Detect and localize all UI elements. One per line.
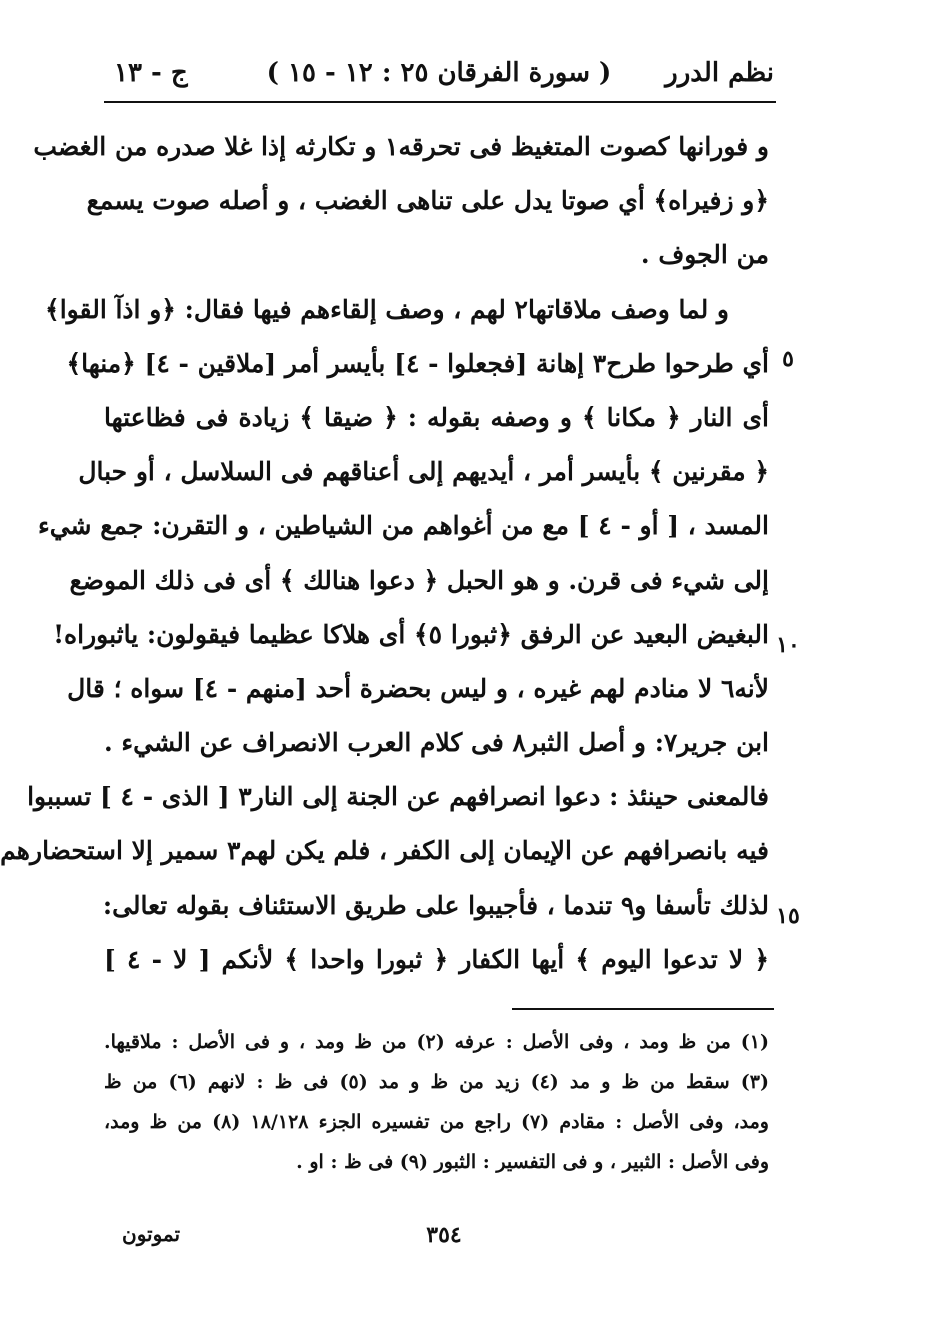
- text-line: و لما وصف ملاقاتها٢ لهم ، وصف إلقاءهم فيها فقال: ﴿و اذآ القوا﴾: [45, 294, 729, 324]
- header-rule: [104, 101, 776, 103]
- text-line: أى النار ﴿ مكانا ﴾ و وصفه بقوله : ﴿ ضيقا ﴾ زيادة فى فظاعتها: [104, 402, 769, 432]
- text-line: ابن جرير٧: و أصل الثبر٨ فى كلام العرب الانصراف عن الشيء .: [103, 728, 769, 758]
- footnote-line: (١) من ظ ومد ، وفى الأصل : عرفه (٢) من ظ ومد ، و فى الأصل : ملاقيها.: [104, 1031, 769, 1053]
- line-number-marker: ١٥: [776, 903, 800, 929]
- book-title: نظم الدرر: [665, 58, 774, 88]
- running-header: [104, 52, 774, 100]
- volume-number: ج - ١٣: [114, 58, 188, 88]
- text-line: المسد ، [ أو - ٤ ] مع من أغواهم من الشياطين ، و التقرن: جمع شيء: [37, 511, 769, 541]
- text-line: فيه بانصرافهم عن الإيمان إلى الكفر ، فلم يكن لهم٣ سمير إلا استحضارهم: [0, 836, 769, 866]
- text-line: إلى شيء فى قرن. و هو الحبل ﴿ دعوا هنالك ﴾ أى فى ذلك الموضع: [69, 565, 769, 595]
- text-line: و فورانها كصوت المتغيظ فى تحرقه١ و تكارثه إذا غلا صدره من الغضب: [33, 132, 769, 161]
- page-number: ٣٥٤: [426, 1222, 462, 1248]
- main-text: [0, 120, 769, 987]
- text-line: البغيض البعيد عن الرفق ﴿ثبورا ٥﴾ أى هلاكا عظيما فيقولون: ياثبوراه!: [53, 619, 769, 649]
- text-line: لأنه٦ لا منادم لهم غيره ، و ليس بحضرة أحد [منهم - ٤] سواه ؛ قال: [67, 673, 769, 703]
- text-line: ﴿و زفيراه﴾ أي صوتا يدل على تناهى الغضب ، و أصله صوت يسمع: [86, 186, 769, 216]
- footnote-line: وفى الأصل : الثبير ، و فى التفسير : الثبور (٩) فى ظ : او .: [296, 1151, 769, 1173]
- text-line: لذلك تأسفا و٩ تندما ، فأجيبوا على طريق الاستئناف بقوله تعالى:: [102, 890, 769, 920]
- line-number-marker: ١٠: [776, 632, 800, 658]
- footnote-separator: [512, 1008, 774, 1010]
- text-line: ﴿ لا تدعوا اليوم ﴾ أيها الكفار ﴿ ثبورا واحدا ﴾ لأنكم [ لا - ٤ ]: [104, 944, 769, 974]
- footnote-line: ومد، وفى الأصل : مقادم (٧) راجع من تفسيره الجزء ١٨/١٢٨ (٨) من ظ ومد،: [104, 1111, 769, 1133]
- text-line: أي طرحوا طرح٣ إهانة [فجعلوا - ٤] بأيسر أمر [ملاقين - ٤] ﴿منها﴾: [66, 348, 769, 378]
- text-line: ﴿ مقرنين ﴾ بأيسر أمر ، أيديهم إلى أعناقهم فى السلاسل ، أو حبال: [78, 457, 769, 487]
- catchword: تموتون: [122, 1222, 181, 1246]
- line-number-marker: ٥: [782, 346, 794, 372]
- text-line: فالمعنى حينئذ : دعوا انصرافهم عن الجنة إلى النار٣ [ الذى - ٤ ] تسببوا: [27, 782, 769, 812]
- footnotes: [104, 1022, 769, 1182]
- footnote-line: (٣) سقط من ظ و مد (٤) زيد من ظ و مد (٥) فى ظ : لانهم (٦) من ظ: [104, 1071, 769, 1093]
- text-line: من الجوف .: [640, 240, 769, 270]
- surah-reference: ( سورة الفرقان ٢٥ : ١٢ - ١٥ ): [266, 58, 612, 88]
